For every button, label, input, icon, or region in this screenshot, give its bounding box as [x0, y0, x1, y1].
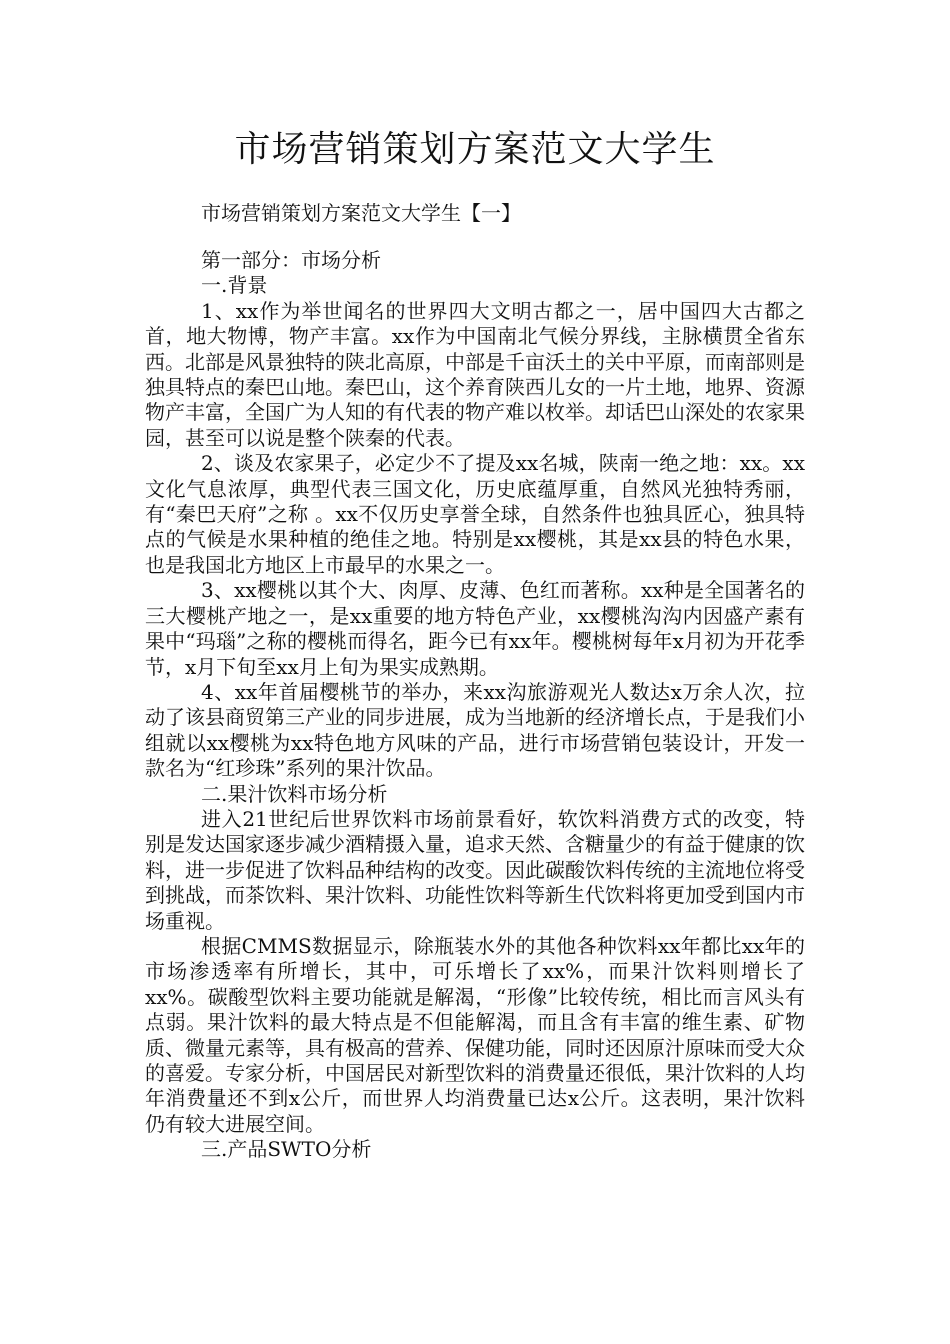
- section-heading: 一.背景: [201, 273, 268, 298]
- body-paragraph: 4、xx年首届樱桃节的举办，来xx沟旅游观光人数达x万余人次，拉动了该县商贸第三产业的同步进展，成为当地新的经济增长点，于是我们小组就以xx樱桃为xx特色地方风味的产品，进行市场营销包装设计，开发一款名为“红珍珠”系列的果汁饮品。: [145, 679, 805, 781]
- section-heading: 三.产品SWTO分析: [201, 1137, 372, 1162]
- section-heading: 第一部分：市场分析: [201, 248, 381, 272]
- body-paragraph: 2、谈及农家果子，必定少不了提及xx名城，陕南一绝之地：xx。xx文化气息浓厚，典型代表三国文化，历史底蕴厚重，自然风光独特秀丽，有“秦巴天府”之称 。xx不仅历史享誉全球，自然条件也独具匠心，独具特点的气候是水果种植的绝佳之地。特别是xx樱桃，其是xx县的特色水果，也是我国北方地区上市最早的水果之一。: [145, 451, 805, 577]
- body-paragraph: 1、xx作为举世闻名的世界四大文明古都之一，居中国四大古都之首，地大物博，物产丰富。xx作为中国南北气候分界线，主脉横贯全省东西。北部是风景独特的陕北高原，中部是千亩沃土的关中平原，而南部则是独具特点的秦巴山地。秦巴山，这个养育陕西儿女的一片土地，地界、资源物产丰富，全国广为人知的有代表的物产难以枚举。却话巴山深处的农家果园，甚至可以说是整个陕秦的代表。: [145, 298, 805, 450]
- document-subtitle: 市场营销策划方案范文大学生【一】: [201, 201, 521, 225]
- document-title: 市场营销策划方案范文大学生: [234, 129, 716, 170]
- body-paragraph: 3、xx樱桃以其个大、肉厚、皮薄、色红而著称。xx种是全国著名的三大樱桃产地之一，是xx重要的地方特色产业，xx樱桃沟沟内因盛产素有果中“玛瑙”之称的樱桃而得名，距今已有xx年。樱桃树每年x月初为开花季节，x月下旬至xx月上旬为果实成熟期。: [145, 578, 805, 679]
- section-heading: 二.果汁饮料市场分析: [201, 781, 388, 806]
- body-paragraph: 进入21世纪后世界饮料市场前景看好，软饮料消费方式的改变，特别是发达国家逐步减少酒精摄入量，追求天然、含糖量少的有益于健康的饮料，进一步促进了饮料品种结构的改变。因此碳酸饮料传统的主流地位将受到挑战，而茶饮料、果汁饮料、功能性饮料等新生代饮料将更加受到国内市场重视。: [145, 806, 805, 933]
- body-paragraph: 根据CMMS数据显示，除瓶装水外的其他各种饮料xx年都比xx年的市场渗透率有所增长，其中，可乐增长了xx%，而果汁饮料则增长了xx%。碳酸型饮料主要功能就是解渴，“形像”比较传统，相比而言风头有点弱。果汁饮料的最大特点是不但能解渴，而且含有丰富的维生素、矿物质、微量元素等，具有极高的营养、保健功能，同时还因原汁原味而受大众的喜爱。专家分析，中国居民对新型饮料的消费量还很低，果汁饮料的人均年消费量还不到x公斤，而世界人均消费量已达x公斤。这表明，果汁饮料仍有较大进展空间。: [145, 933, 805, 1136]
- document-body: [145, 248, 805, 1163]
